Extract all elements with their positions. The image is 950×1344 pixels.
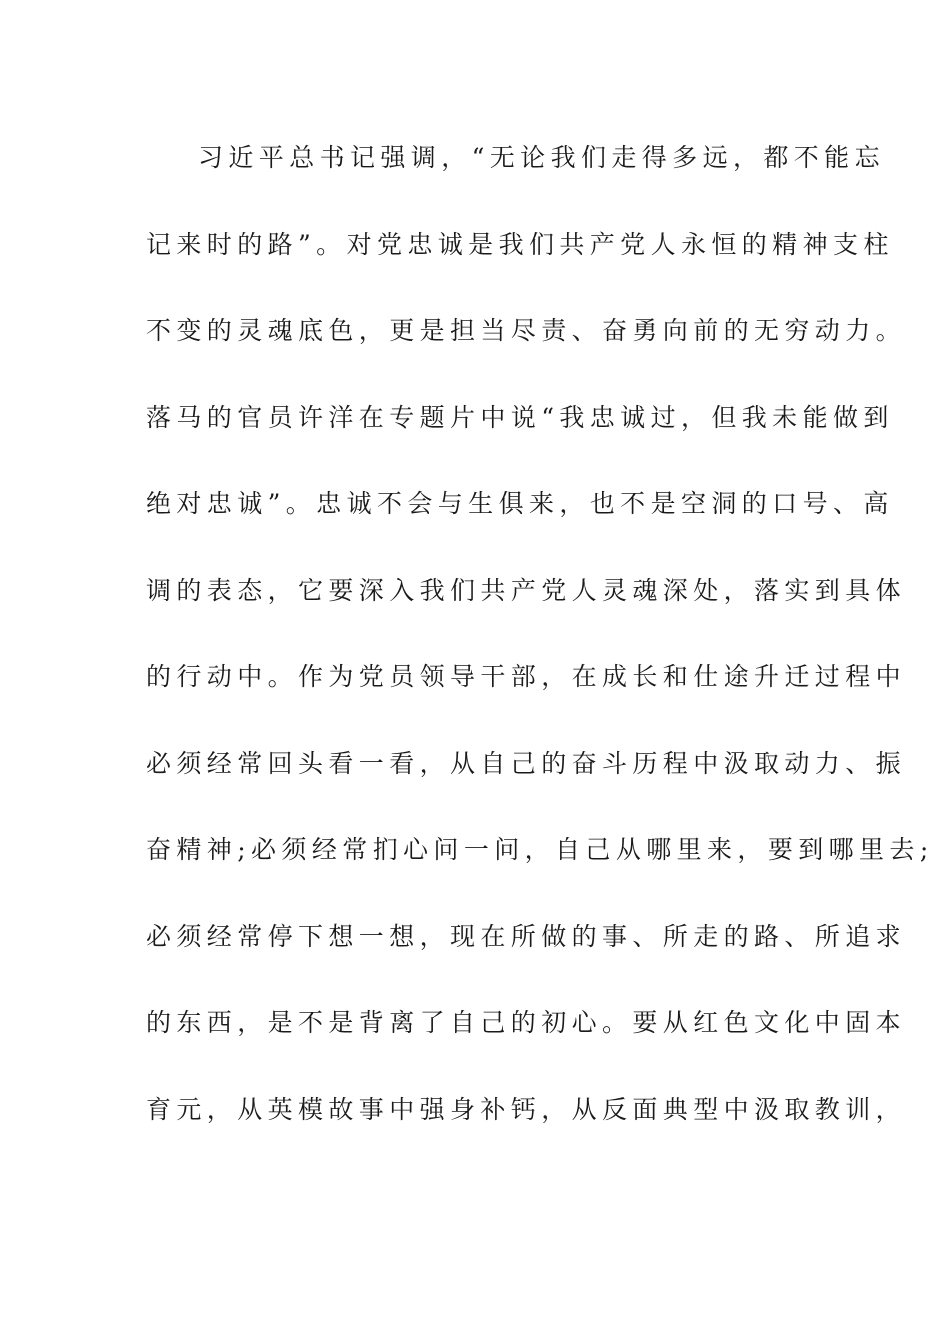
text-line: 必须经常停下想一想，现在所做的事、所走的路、所追求 [146,921,907,951]
text-line: 落马的官员许洋在专题片中说“我忠诚过，但我未能做到 [146,402,894,432]
text-line: 绝对忠诚”。忠诚不会与生俱来，也不是空洞的口号、高 [146,489,894,518]
text-line: 调的表态，它要深入我们共产党人灵魂深处，落实到具体 [146,575,907,605]
text-line: 育元，从英模故事中强身补钙，从反面典型中汲取教训， [146,1094,907,1124]
text-line: 习近平总书记强调，“无论我们走得多远，都不能忘 [198,143,885,172]
text-line: 不变的灵魂底色，更是担当尽责、奋勇向前的无穷动力。 [146,316,907,345]
body-paragraph [146,138,934,1176]
text-line: 记来时的路”。对党忠诚是我们共产党人永恒的精神支柱 [146,229,894,259]
text-line: 必须经常回头看一看，从自己的奋斗历程中汲取动力、振 [146,748,907,778]
text-line: 奋精神;必须经常扪心问一问，自己从哪里来，要到哪里去; [146,835,934,864]
text-line: 的东西，是不是背离了自己的初心。要从红色文化中固本 [146,1008,907,1037]
text-line: 的行动中。作为党员领导干部，在成长和仕途升迁过程中 [146,662,907,691]
